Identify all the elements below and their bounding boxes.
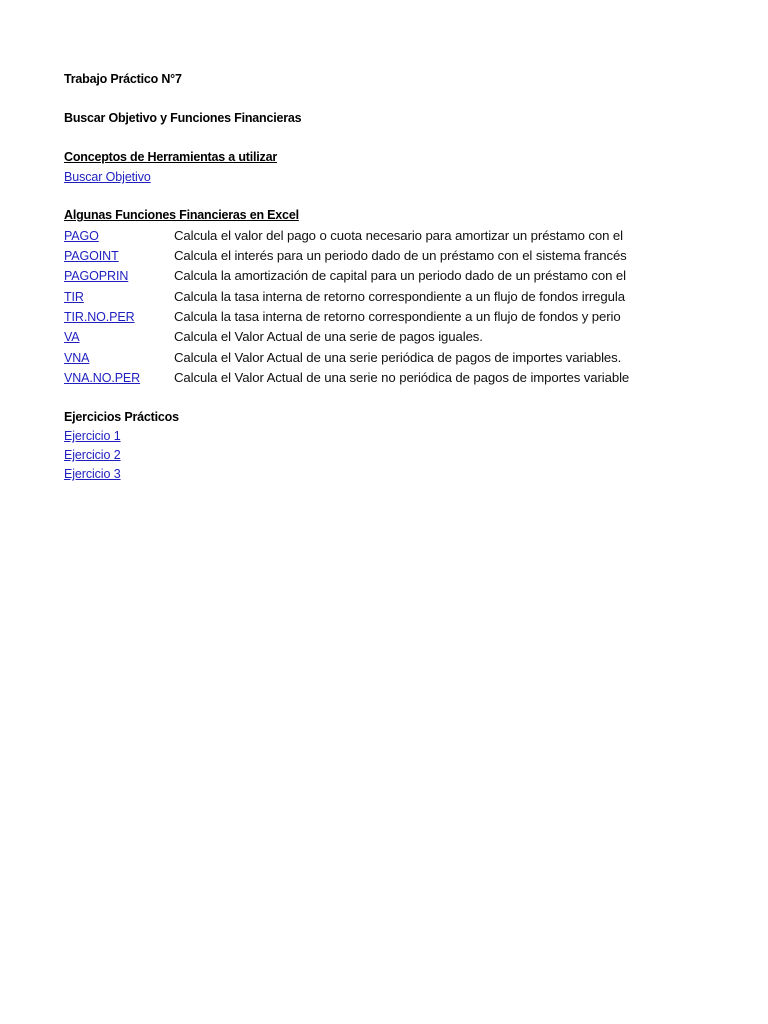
function-link-pagoint[interactable]: PAGOINT [64, 249, 119, 263]
function-row-pago [64, 226, 651, 246]
function-description: Calcula la tasa interna de retorno correspondiente a un flujo de fondos y perio [174, 309, 621, 324]
function-row-vna [64, 348, 651, 368]
function-description: Calcula el Valor Actual de una serie de pagos iguales. [174, 329, 483, 344]
function-description: Calcula el Valor Actual de una serie no periódica de pagos de importes variable [174, 370, 630, 385]
function-description: Calcula el Valor Actual de una serie periódica de pagos de importes variables. [174, 350, 622, 365]
function-link-vna-no-per[interactable]: VNA.NO.PER [64, 371, 141, 385]
function-link-vna[interactable]: VNA [64, 351, 90, 365]
function-description: Calcula la tasa interna de retorno correspondiente a un flujo de fondos irregula [174, 289, 625, 304]
function-link-pago[interactable]: PAGO [64, 229, 99, 243]
function-row-pagoint [64, 246, 651, 266]
function-row-pagoprin [64, 266, 651, 286]
tools-heading: Conceptos de Herramientas a utilizar [64, 150, 278, 164]
function-link-pagoprin[interactable]: PAGOPRIN [64, 269, 129, 283]
exercise-1-link[interactable]: Ejercicio 1 [64, 429, 121, 443]
function-description: Calcula el valor del pago o cuota necesario para amortizar un préstamo con el [174, 228, 623, 243]
function-link-tir[interactable]: TIR [64, 290, 84, 304]
document-title: Trabajo Práctico N°7 [64, 72, 182, 86]
function-row-va [64, 327, 651, 347]
function-link-tir-no-per[interactable]: TIR.NO.PER [64, 310, 135, 324]
document-subtitle: Buscar Objetivo y Funciones Financieras [64, 111, 302, 125]
function-link-va[interactable]: VA [64, 330, 80, 344]
document-page [64, 0, 654, 1024]
function-row-tir [64, 287, 651, 307]
functions-heading: Algunas Funciones Financieras en Excel [64, 208, 299, 222]
function-row-tir-no-per [64, 307, 651, 327]
buscar-objetivo-link[interactable]: Buscar Objetivo [64, 170, 151, 184]
exercises-heading: Ejercicios Prácticos [64, 410, 179, 424]
exercise-2-link[interactable]: Ejercicio 2 [64, 448, 121, 462]
function-description: Calcula la amortización de capital para un periodo dado de un préstamo con el [174, 268, 626, 283]
function-row-vna-no-per [64, 368, 651, 388]
function-description: Calcula el interés para un periodo dado de un préstamo con el sistema francés [174, 248, 627, 263]
exercise-3-link[interactable]: Ejercicio 3 [64, 467, 121, 481]
